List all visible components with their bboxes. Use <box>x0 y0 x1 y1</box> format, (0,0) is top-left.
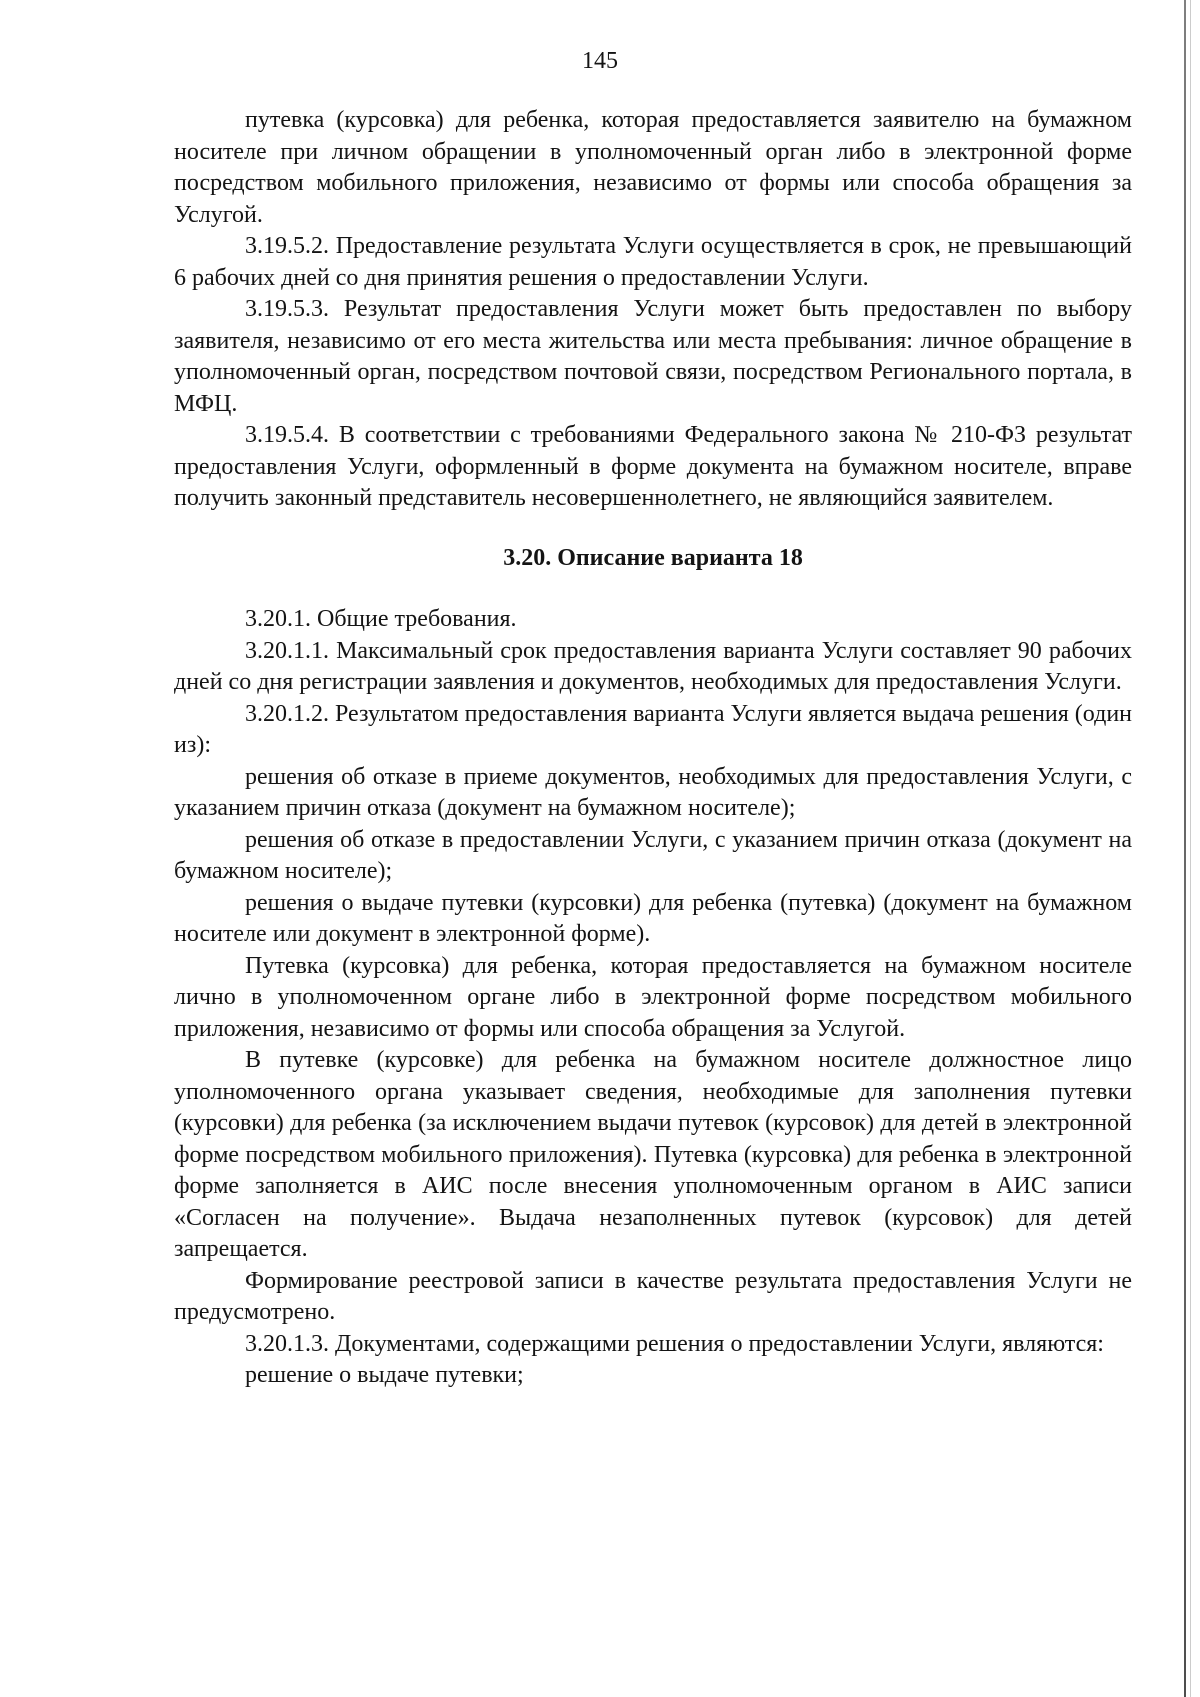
scan-edge-line <box>1184 0 1186 1697</box>
paragraph: Путевка (курсовка) для ребенка, которая предоставляется на бумажном носителе лично в уполномоченном органе либо в электронной форме посредством мобильного приложения, независимо от формы или способа обращения за Услугой. <box>174 952 1132 1042</box>
document-body <box>174 105 1132 1392</box>
paragraph: Формирование реестровой записи в качестве результата предоставления Услуги не предусмотрено. <box>174 1267 1132 1325</box>
section-heading: 3.20. Описание варианта 18 <box>503 544 803 571</box>
paragraph: решения о выдаче путевки (курсовки) для ребенка (путевка) (документ на бумажном носителе или документ в электронной форме). <box>174 889 1132 947</box>
paragraph: 3.19.5.3. Результат предоставления Услуги может быть предоставлен по выбору заявителя, независимо от его места жительства или места пребывания: личное обращение в уполномоченный орган, посредством почтовой связи, посредством Регионального портала, в МФЦ. <box>174 296 1132 417</box>
paragraph: 3.20.1.1. Максимальный срок предоставления варианта Услуги составляет 90 рабочих дней со дня регистрации заявления и документов, необходимых для предоставления Услуги. <box>174 637 1132 695</box>
paragraph: 3.20.1.2. Результатом предоставления варианта Услуги является выдача решения (один из): <box>174 700 1132 758</box>
paragraph: путевка (курсовка) для ребенка, которая предоставляется заявителю на бумажном носителе при личном обращении в уполномоченный орган либо в электронной форме посредством мобильного приложения, независимо от формы или способа обращения за Услугой. <box>174 107 1132 228</box>
paragraph: решения об отказе в предоставлении Услуги, с указанием причин отказа (документ на бумажном носителе); <box>174 826 1132 884</box>
paragraph: 3.19.5.4. В соответствии с требованиями Федерального закона № 210-ФЗ результат предоставления Услуги, оформленный в форме документа на бумажном носителе, вправе получить законный представитель несовершеннолетнего, не являющийся заявителем. <box>174 422 1132 511</box>
page-number: 145 <box>582 48 618 74</box>
paragraph: 3.19.5.2. Предоставление результата Услуги осуществляется в срок, не превышающий 6 рабочих дней со дня принятия решения о предоставлении Услуги. <box>174 233 1132 291</box>
paragraph: 3.20.1.3. Документами, содержащими решения о предоставлении Услуги, являются: <box>245 1330 1104 1357</box>
paragraph: решения об отказе в приеме документов, необходимых для предоставления Услуги, с указанием причин отказа (документ на бумажном носителе); <box>174 763 1132 821</box>
paragraph: 3.20.1. Общие требования. <box>245 606 517 632</box>
paragraph: решение о выдаче путевки; <box>245 1362 524 1388</box>
scan-edge-shadow <box>1190 0 1191 1697</box>
paragraph: В путевке (курсовке) для ребенка на бумажном носителе должностное лицо уполномоченного органа указывает сведения, необходимые для заполнения путевки (курсовки) для ребенка (за исключением выдачи путевок (курсовок) для детей в электронной форме посредством мобильного приложения). Путевка (курсовка) для ребенка в электронной форме заполняется в АИС после внесения уполномоченным органом в АИС записи «Согласен на получение». Выдача незаполненных путевок (курсовок) для детей запрещается. <box>174 1047 1132 1262</box>
